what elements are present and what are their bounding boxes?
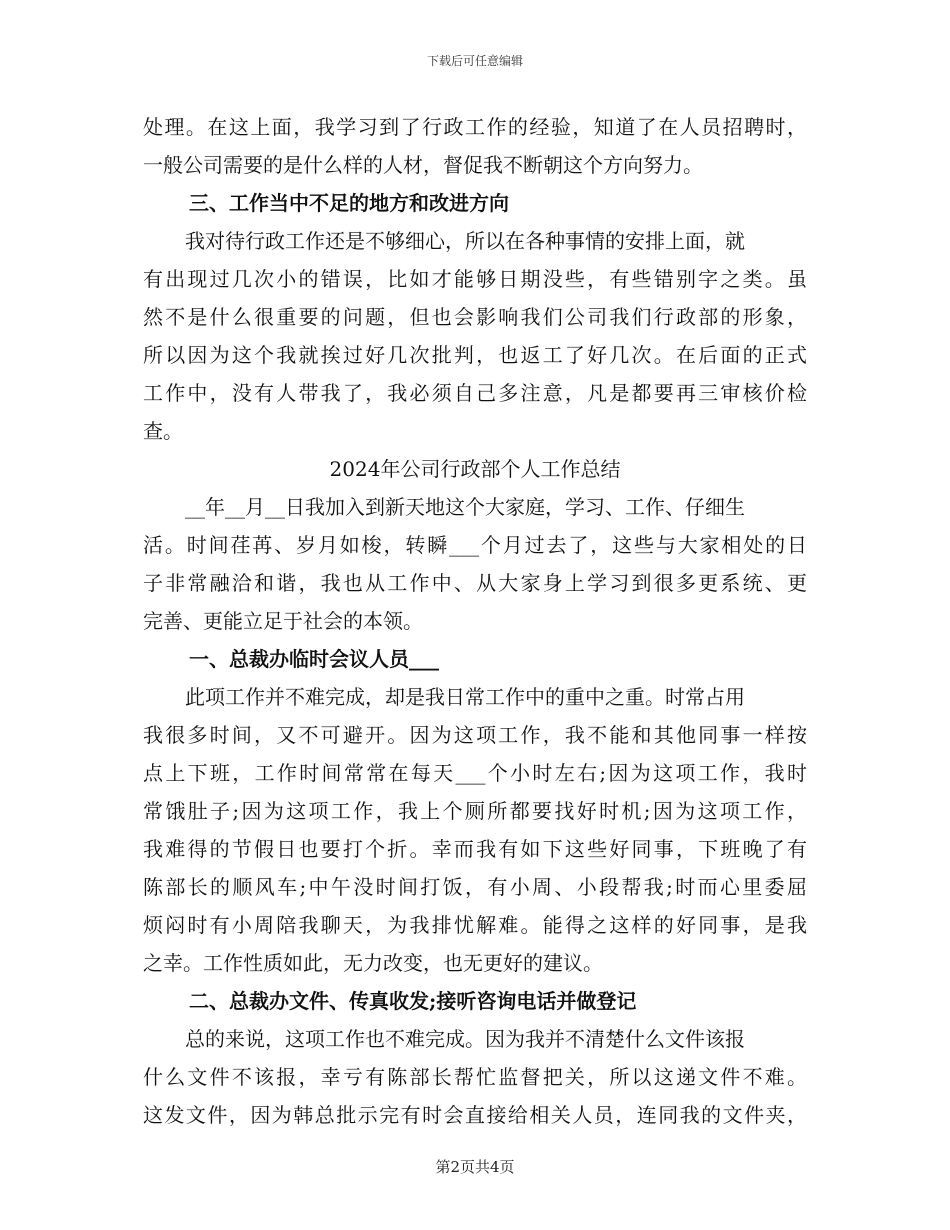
paragraph-line: 一般公司需要的是什么样的人材，督促我不断朝这个方向努力。 [143, 153, 703, 177]
paragraph-line: 我对待行政工作还是不够细心，所以在各种事情的安排上面，就 [185, 229, 745, 253]
paragraph-line: 所以因为这个我就挨过好几次批判，也返工了好几次。在后面的正式 [143, 343, 807, 367]
paragraph-line: 烦闷时有小周陪我聊天，为我排忧解难。能得之这样的好同事，是我 [143, 913, 807, 937]
paragraph-line: 什么文件不该报，幸亏有陈部长帮忙监督把关，所以这递文件不难。 [143, 1065, 807, 1089]
paragraph-line: 完善、更能立足于社会的本领。 [143, 609, 423, 633]
paragraph-line: 处理。在这上面，我学习到了行政工作的经验，知道了在人员招聘时， [143, 115, 807, 139]
document-title: 2024年公司行政部个人工作总结 [329, 457, 621, 481]
section-heading: 一、总裁办临时会议人员___ [189, 647, 439, 671]
paragraph-line: 我难得的节假日也要打个折。幸而我有如下这些好同事，下班晚了有 [143, 837, 807, 861]
document-body [143, 108, 807, 1134]
paragraph-line: 之幸。工作性质如此，无力改变，也无更好的建议。 [143, 951, 603, 975]
page-header: 下载后可任意编辑 [426, 54, 523, 68]
paragraph-line: 点上下班，工作时间常常在每天___个小时左右;因为这项工作，我时 [143, 761, 807, 785]
paragraph-line: 此项工作并不难完成，却是我日常工作中的重中之重。时常占用 [185, 685, 745, 709]
paragraph-line: 常饿肚子;因为这项工作，我上个厕所都要找好时机;因为这项工作， [143, 799, 807, 823]
paragraph-line: 活。时间荏苒、岁月如梭，转瞬___个月过去了，这些与大家相处的日 [143, 533, 807, 557]
paragraph-line: 工作中，没有人带我了，我必须自己多注意，凡是都要再三审核价检 [143, 381, 807, 405]
section-heading: 三、工作当中不足的地方和改进方向 [189, 191, 509, 215]
paragraph-line: 查。 [143, 419, 183, 443]
paragraph-line: 子非常融洽和谐，我也从工作中、从大家身上学习到很多更系统、更 [143, 571, 807, 595]
paragraph-line: 总的来说，这项工作也不难完成。因为我并不清楚什么文件该报 [185, 1027, 745, 1051]
paragraph-line: 然不是什么很重要的问题，但也会影响我们公司我们行政部的形象， [143, 305, 807, 329]
paragraph-line: 这发文件，因为韩总批示完有时会直接给相关人员，连同我的文件夹， [143, 1103, 807, 1127]
section-heading: 二、总裁办文件、传真收发;接听咨询电话并做登记 [189, 989, 637, 1013]
paragraph-line: 有出现过几次小的错误，比如才能够日期没些，有些错别字之类。虽 [143, 267, 807, 291]
page-footer: 第2页共4页 [435, 1158, 515, 1176]
paragraph-line: 我很多时间，又不可避开。因为这项工作，我不能和其他同事一样按 [143, 723, 807, 747]
paragraph-line: __年__月__日我加入到新天地这个大家庭，学习、工作、仔细生 [185, 495, 745, 519]
paragraph-line: 陈部长的顺风车;中午没时间打饭，有小周、小段帮我;时而心里委屈 [143, 875, 807, 899]
